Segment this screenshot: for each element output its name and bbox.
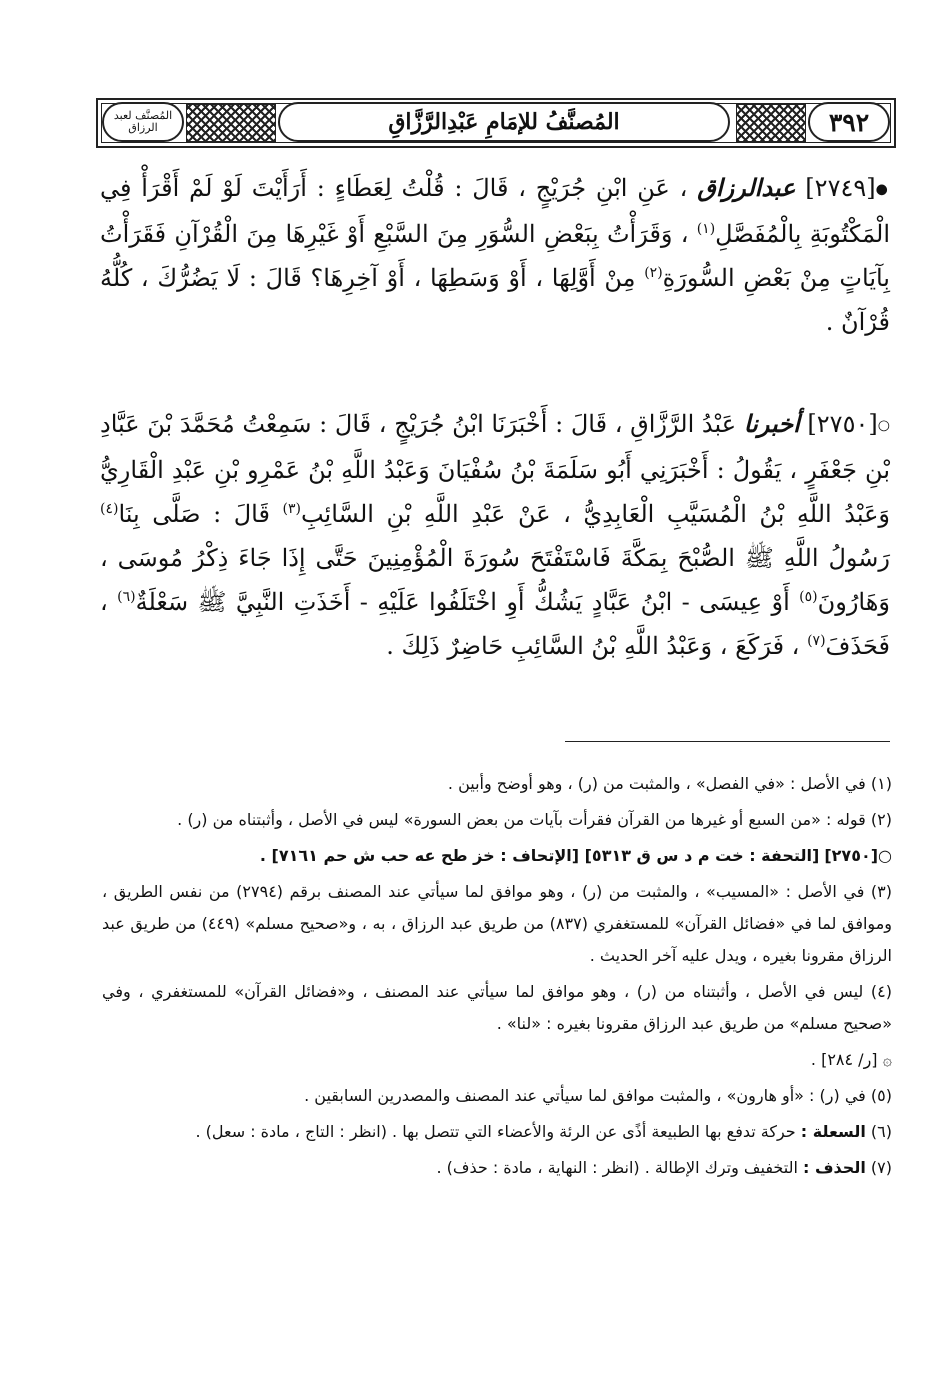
hadith-text: ، عَنِ ابْنِ جُرَيْجٍ ، قَالَ : قُلْتُ لِعَطَاءٍ : أَرَأَيْتَ لَوْ لَمْ أَقْرَأْ فِي الْمَكْتُوبَةِ بِالْمُفَصَّلِ xyxy=(100,174,890,248)
manuscript-ref: ۞ [ر/ ٢٨٤] . xyxy=(810,1050,892,1069)
footnote-ref-4: (٤) xyxy=(100,500,119,517)
footnote-ref-3: (٣) xyxy=(282,500,301,517)
footnote-3: (٣) في الأصل : «المسيب» ، والمثبت من (ر) ، وهو موافق لما سيأتي عند المصنف برقم (٢٧٩٤) من نفس الطريق ، وموافق لما في «فضائل القرآن» للمستغفري (٨٣٧) من طريق عبد الرزاق ، به ، و«صحيح مسلم» (٤٤٩) من طريق عبد الرزاق مقرونا بغيره ، ويدل عليه آخر الحديث . xyxy=(102,882,893,965)
hadith-2750 xyxy=(100,402,890,668)
footnote-ref-1: (١) xyxy=(696,220,716,237)
footnote-6: (٦) السعلة : حركة تدفع بها الطبيعة أذًى عن الرئة والأعضاء التي تتصل بها . (انظر : التاج ، مادة : سعل) . xyxy=(195,1122,892,1141)
footnote-5: (٥) في (ر) : «أو هارون» ، والمثبت موافق لما سيأتي عند المصنف والمصدرين السابقين . xyxy=(304,1086,892,1105)
hadith-text: رَسُولُ اللَّهِ ﷺ الصُّبْحَ بِمَكَّةَ فَاسْتَفْتَحَ سُورَةَ الْمُؤْمِنِينَ حَتَّى إِذَا جَاءَ ذِكْرُ مُوسَى ، وَهَارُونَ xyxy=(100,543,890,616)
hadith-text: عَبْدُ الرَّزَّاقِ ، قَالَ : أَخْبَرَنَا ابْنُ جُرَيْجٍ ، قَالَ : سَمِعْتُ مُحَمَّدَ بْنَ عَبَّادِ بْنِ جَعْفَرٍ ، يَقُولُ : أَخْبَرَنِي أَبُو سَلَمَةَ بْنُ سُفْيَانَ وَعَبْدُ اللَّهِ بْنُ عَمْرِو بْنِ عَبْدِ الْقَارِيُّ وَعَبْدُ اللَّهِ بْنُ الْمُسَيَّبِ الْعَابِدِيُّ ، عَنْ عَبْدِ اللَّهِ بْنِ السَّائِبِ xyxy=(100,410,890,528)
hadith-marker: ● xyxy=(875,181,890,198)
hadith-number: [٢٧٤٩] xyxy=(805,174,876,202)
ornament-right xyxy=(736,104,806,142)
footnote-divider xyxy=(565,741,890,742)
footnote-ref-2: (٢) xyxy=(644,264,663,281)
hadith-lead: عبدالرزاق xyxy=(697,173,796,202)
footnote-ref-6: (٦) xyxy=(117,588,136,605)
footnote-2: (٢) قوله : «من السبع أو غيرها من القرآن فقرأت بآيات من بعض السورة» ليس في الأصل ، وأثبتناه من (ر) . xyxy=(177,810,892,829)
ornament-left xyxy=(186,104,276,142)
footnote-7: (٧) الحذف : التخفيف وترك الإطالة . (انظر : النهاية ، مادة : حذف) . xyxy=(436,1158,892,1177)
book-badge-text: المُصنَّف لعبد الرزاق xyxy=(113,109,173,134)
page-header xyxy=(96,98,896,148)
hadith-text: مِنْ أَوَّلِهَا ، أَوْ وَسَطِهَا ، أَوْ آخِرِهَا؟ قَالَ : لَا يَضُرُّكَ ، كُلُّهُ قُرْآنٌ . xyxy=(100,263,890,336)
footnote-1: (١) في الأصل : «في الفصل» ، والمثبت من (ر) ، وهو أوضح وأبين . xyxy=(447,774,892,793)
hadith-text: قَالَ : صَلَّى بِنَا xyxy=(118,499,270,528)
book-badge xyxy=(102,102,184,142)
book-title: المُصنَّفُ للإمَامِ عَبْدِالرَّزَّاقِ xyxy=(278,102,730,142)
hadith-text: ، فَرَكَعَ ، وَعَبْدُ اللَّهِ بْنُ السَّائِبِ حَاضِرٌ ذَلِكَ . xyxy=(386,631,800,660)
hadith-number: [٢٧٥٠] xyxy=(807,410,878,438)
hadith-text: ، وَقَرَأْتُ بِبَعْضِ السُّوَرِ مِنَ السَّبْعِ أَوْ غَيْرِهَا مِنَ الْقُرْآنِ فَقَرَأْتُ بِآيَاتٍ مِنْ بَعْضِ السُّورَةِ xyxy=(100,219,890,292)
hadith-text: أَوْ عِيسَى - ابْنُ عَبَّادٍ يَشُكُّ أَوِ اخْتَلَفُوا عَلَيْهِ - أَخَذَتِ النَّبِيَّ ﷺ سَعْلَةٌ xyxy=(135,587,790,616)
hadith-2749 xyxy=(100,166,890,344)
page-number: ٣٩٢ xyxy=(808,102,890,142)
hadith-text: ، فَحَذَفَ xyxy=(100,587,890,660)
footnotes xyxy=(102,768,892,1188)
footnote-ref-7: (٧) xyxy=(807,632,826,649)
tuhfa-reference: ○[٢٧٥٠] [التحفة : خت م د س ق ٥٣١٣] [الإتحاف : خز طح عه حب ش حم ٧١٦١] . xyxy=(259,846,892,865)
hadith-lead: أخبرنا xyxy=(743,409,800,438)
hadith-marker: ○ xyxy=(877,417,890,434)
footnote-ref-5: (٥) xyxy=(799,588,818,605)
footnote-4: (٤) ليس في الأصل ، وأثبتناه من (ر) ، وهو موافق لما سيأتي عند المصنف ، و«فضائل القرآن» للمستغفري ، وفي «صحيح مسلم» من طريق عبد الرزاق مقرونا بغيره : «لنا» . xyxy=(102,982,893,1033)
